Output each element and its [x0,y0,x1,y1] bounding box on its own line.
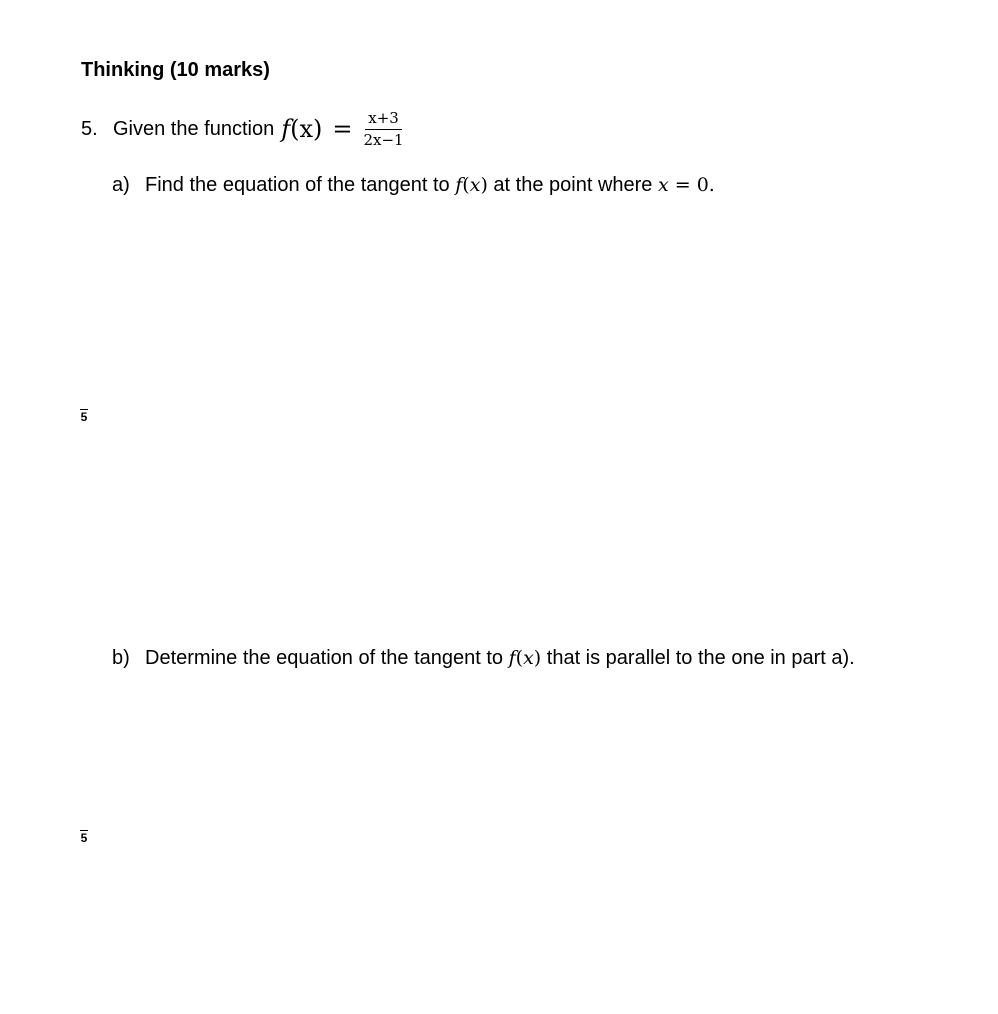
part-a-func-name: f [455,174,463,196]
part-a-func-close: ) [480,174,488,196]
part-a [112,172,715,198]
equals-sign: = [332,115,353,143]
part-b-func-var: x [523,647,534,669]
part-a-func-open: ( [462,174,470,196]
part-b-label: b) [112,647,130,669]
part-b-func-open: ( [515,647,524,669]
part-a-condition [658,174,715,196]
fraction-denominator: 2x−1 [363,130,404,149]
part-b-marks: 5 [80,831,88,845]
section-title: Thinking (10 marks) [81,59,270,81]
part-a-label: a) [112,174,130,196]
part-b-function [509,647,542,669]
part-a-condition-var: x [657,174,669,196]
question-number: 5. [81,117,98,140]
question-5-stem [81,104,407,154]
function-lhs [281,115,322,143]
function-fraction [360,109,406,150]
part-a-condition-rest: = 0. [674,174,715,196]
part-a-text-before: Find the equation of the tangent to [145,174,450,196]
question-intro: Given the function [113,117,275,140]
part-b-text-after: that is parallel to the one in part a). [546,647,855,669]
part-a-function [455,174,488,196]
part-b [112,645,855,671]
function-argument: (x) [290,115,323,143]
part-a-func-var: x [469,174,481,196]
fraction-numerator: x+3 [365,109,402,130]
part-a-marks: 5 [80,410,88,424]
part-b-func-close: ) [533,647,542,669]
part-b-text-before: Determine the equation of the tangent to [145,647,504,669]
function-name: f [281,115,291,143]
part-b-func-name: f [508,647,516,669]
part-a-text-middle: at the point where [493,174,653,196]
